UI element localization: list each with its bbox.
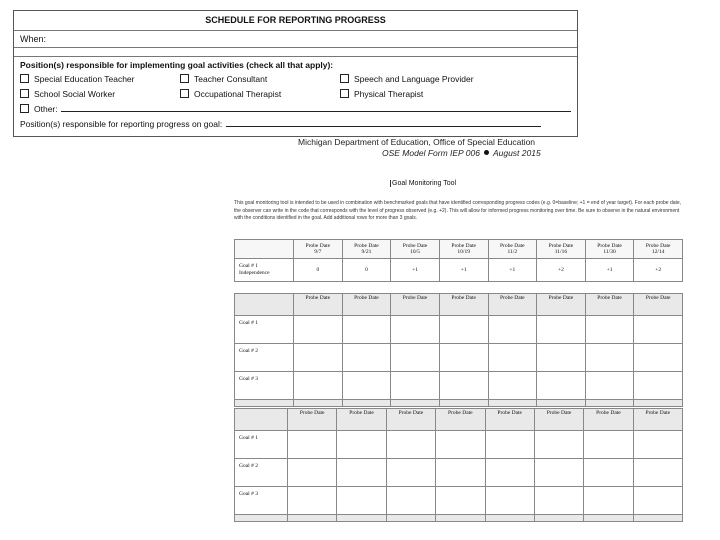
code-cell[interactable]: [294, 316, 343, 344]
table-row: [235, 459, 683, 487]
blank-monitoring-table-1: [234, 293, 683, 407]
probe-header: Probe Date: [585, 294, 634, 316]
code-cell[interactable]: [439, 316, 488, 344]
code-cell[interactable]: [633, 487, 682, 515]
code-cell[interactable]: +2: [537, 259, 586, 282]
code-cell[interactable]: [386, 487, 435, 515]
code-cell[interactable]: 0: [294, 259, 343, 282]
option-label: Occupational Therapist: [194, 89, 282, 99]
goal-label-cell: Goal # 2: [235, 344, 294, 372]
code-cell[interactable]: [439, 372, 488, 400]
code-cell[interactable]: [337, 487, 386, 515]
probe-header: Probe Date: [436, 409, 485, 431]
code-cell[interactable]: [288, 431, 337, 459]
probe-header: Probe Date: [337, 409, 386, 431]
table-footer-row: [235, 515, 683, 522]
other-row: [20, 102, 571, 117]
option-speech-language-provider[interactable]: [340, 72, 474, 87]
code-cell[interactable]: [534, 431, 583, 459]
code-cell[interactable]: [534, 459, 583, 487]
code-cell[interactable]: [534, 487, 583, 515]
other-label: Other:: [34, 104, 58, 114]
tool-intro: This goal monitoring tool is intended to be used in combination with benchmarked goals that have identified corresponding progress codes (e.g. 0=baseline; +1 = end of year target). For each probe date, the observer can write in the code that corresponds with the level of progress observed (e.g. +2). This will allow for informed progress monitoring over time. Be sure to observe in the natural environment with the conditions identified in the goal. Add additional rows for more than 3 goals.: [234, 200, 682, 221]
code-cell[interactable]: [485, 431, 534, 459]
code-cell[interactable]: [585, 372, 634, 400]
probe-header: Probe Date: [534, 409, 583, 431]
code-cell[interactable]: +1: [439, 259, 488, 282]
code-cell[interactable]: [391, 372, 440, 400]
code-cell[interactable]: [294, 372, 343, 400]
checkbox-icon[interactable]: [20, 89, 29, 98]
options-row-2: [20, 87, 571, 102]
probe-header: Probe Date: [584, 409, 633, 431]
probe-header: Probe Date: [391, 294, 440, 316]
probe-header: Probe Date: [342, 294, 391, 316]
table-row: [235, 372, 683, 400]
goal-label-cell: Goal # 3: [235, 372, 294, 400]
code-cell[interactable]: [439, 344, 488, 372]
code-cell[interactable]: [294, 344, 343, 372]
schedule-section: [13, 10, 578, 137]
option-label: Speech and Language Provider: [354, 74, 474, 84]
probe-header: Probe Date 9/21: [342, 240, 391, 259]
goal-label-cell: Goal # 3: [235, 487, 288, 515]
checkbox-icon[interactable]: [20, 104, 29, 113]
code-cell[interactable]: [342, 316, 391, 344]
code-cell[interactable]: [436, 431, 485, 459]
code-cell[interactable]: [485, 459, 534, 487]
table-row: [235, 344, 683, 372]
reporting-input-line[interactable]: [226, 117, 541, 127]
code-cell[interactable]: +2: [634, 259, 683, 282]
probe-header: Probe Date: [386, 409, 435, 431]
checkbox-icon[interactable]: [340, 89, 349, 98]
option-special-education-teacher[interactable]: [20, 72, 135, 87]
code-cell[interactable]: [288, 459, 337, 487]
probe-header: Probe Date 9/7: [294, 240, 343, 259]
tool-title: Goal Monitoring Tool: [392, 180, 457, 187]
code-cell[interactable]: [342, 372, 391, 400]
table-footer-row: [235, 400, 683, 407]
code-cell[interactable]: [391, 344, 440, 372]
probe-header: Probe Date: [485, 409, 534, 431]
probe-header: Probe Date: [634, 294, 683, 316]
code-cell[interactable]: +1: [585, 259, 634, 282]
code-cell[interactable]: [537, 372, 586, 400]
code-cell[interactable]: [386, 459, 435, 487]
goal-label-cell: Goal # 2: [235, 459, 288, 487]
table-header-row: [235, 294, 683, 316]
code-cell[interactable]: [585, 344, 634, 372]
code-cell[interactable]: [436, 487, 485, 515]
table-row: [235, 431, 683, 459]
code-cell[interactable]: [337, 459, 386, 487]
code-cell[interactable]: [488, 344, 537, 372]
bullet-icon: [484, 150, 489, 155]
corner-cell: [235, 409, 288, 431]
schedule-title: SCHEDULE FOR REPORTING PROGRESS: [14, 11, 577, 31]
options-row-1: [20, 72, 571, 87]
code-cell[interactable]: 0: [342, 259, 391, 282]
code-cell[interactable]: [537, 344, 586, 372]
option-label: Teacher Consultant: [194, 74, 268, 84]
probe-header: Probe Date: [294, 294, 343, 316]
table-header-row: [235, 240, 683, 259]
probe-header: Probe Date 10/5: [391, 240, 440, 259]
checkbox-icon[interactable]: [180, 89, 189, 98]
example-monitoring-table: [234, 239, 683, 282]
goal-label-cell: Goal # 1 Independence: [235, 259, 294, 282]
code-cell[interactable]: [633, 431, 682, 459]
code-cell[interactable]: [634, 344, 683, 372]
option-occupational-therapist[interactable]: [180, 87, 281, 102]
probe-header: Probe Date: [488, 294, 537, 316]
corner-cell: [235, 240, 294, 259]
option-physical-therapist[interactable]: [340, 87, 423, 102]
option-label: Physical Therapist: [354, 89, 424, 99]
code-cell[interactable]: [288, 487, 337, 515]
blank-monitoring-table-2: [234, 408, 683, 522]
other-input-line[interactable]: [61, 102, 571, 112]
positions-heading: Position(s) responsible for implementing goal activities (check all that apply):: [20, 60, 334, 70]
code-cell[interactable]: [584, 487, 633, 515]
probe-header: Probe Date: [537, 294, 586, 316]
code-cell[interactable]: [634, 372, 683, 400]
code-cell[interactable]: [386, 431, 435, 459]
checkbox-icon[interactable]: [340, 74, 349, 83]
positions-block: [14, 57, 577, 136]
probe-header: Probe Date: [439, 294, 488, 316]
probe-header: Probe Date 11/30: [585, 240, 634, 259]
when-label: When:: [20, 34, 47, 44]
checkbox-icon[interactable]: [20, 74, 29, 83]
form-date: August 2015: [492, 148, 541, 158]
code-cell[interactable]: [436, 459, 485, 487]
option-teacher-consultant[interactable]: [180, 72, 267, 87]
table-header-row: [235, 409, 683, 431]
option-school-social-worker[interactable]: [20, 87, 115, 102]
code-cell[interactable]: [537, 316, 586, 344]
reporting-row: [20, 117, 571, 132]
code-cell[interactable]: [488, 316, 537, 344]
code-cell[interactable]: [337, 431, 386, 459]
form-number: OSE Model Form IEP 006: [382, 148, 480, 158]
code-cell[interactable]: [391, 316, 440, 344]
table-row: [235, 259, 683, 282]
department-name: Michigan Department of Education, Office of Special Education: [298, 137, 536, 147]
probe-header: Probe Date 10/19: [439, 240, 488, 259]
code-cell[interactable]: +1: [391, 259, 440, 282]
table-row: [235, 316, 683, 344]
code-cell[interactable]: [633, 459, 682, 487]
when-field[interactable]: [14, 31, 577, 48]
code-cell[interactable]: [584, 459, 633, 487]
table-row: [235, 487, 683, 515]
reporting-label: Position(s) responsible for reporting progress on goal:: [20, 119, 223, 129]
code-cell[interactable]: +1: [488, 259, 537, 282]
spacer-row: [14, 48, 577, 57]
code-cell[interactable]: [584, 431, 633, 459]
code-cell[interactable]: [585, 316, 634, 344]
checkbox-icon[interactable]: [180, 74, 189, 83]
option-label: School Social Worker: [34, 89, 116, 99]
probe-header: Probe Date 11/2: [488, 240, 537, 259]
probe-header: Probe Date: [288, 409, 337, 431]
probe-header: Probe Date 11/16: [537, 240, 586, 259]
code-cell[interactable]: [342, 344, 391, 372]
probe-header: Probe Date 12/14: [634, 240, 683, 259]
code-cell[interactable]: [634, 316, 683, 344]
corner-cell: [235, 294, 294, 316]
goal-label-cell: Goal # 1: [235, 431, 288, 459]
code-cell[interactable]: [485, 487, 534, 515]
goal-label-cell: Goal # 1: [235, 316, 294, 344]
probe-header: Probe Date: [633, 409, 682, 431]
form-footer: [298, 137, 541, 159]
option-label: Special Education Teacher: [34, 74, 135, 84]
code-cell[interactable]: [488, 372, 537, 400]
